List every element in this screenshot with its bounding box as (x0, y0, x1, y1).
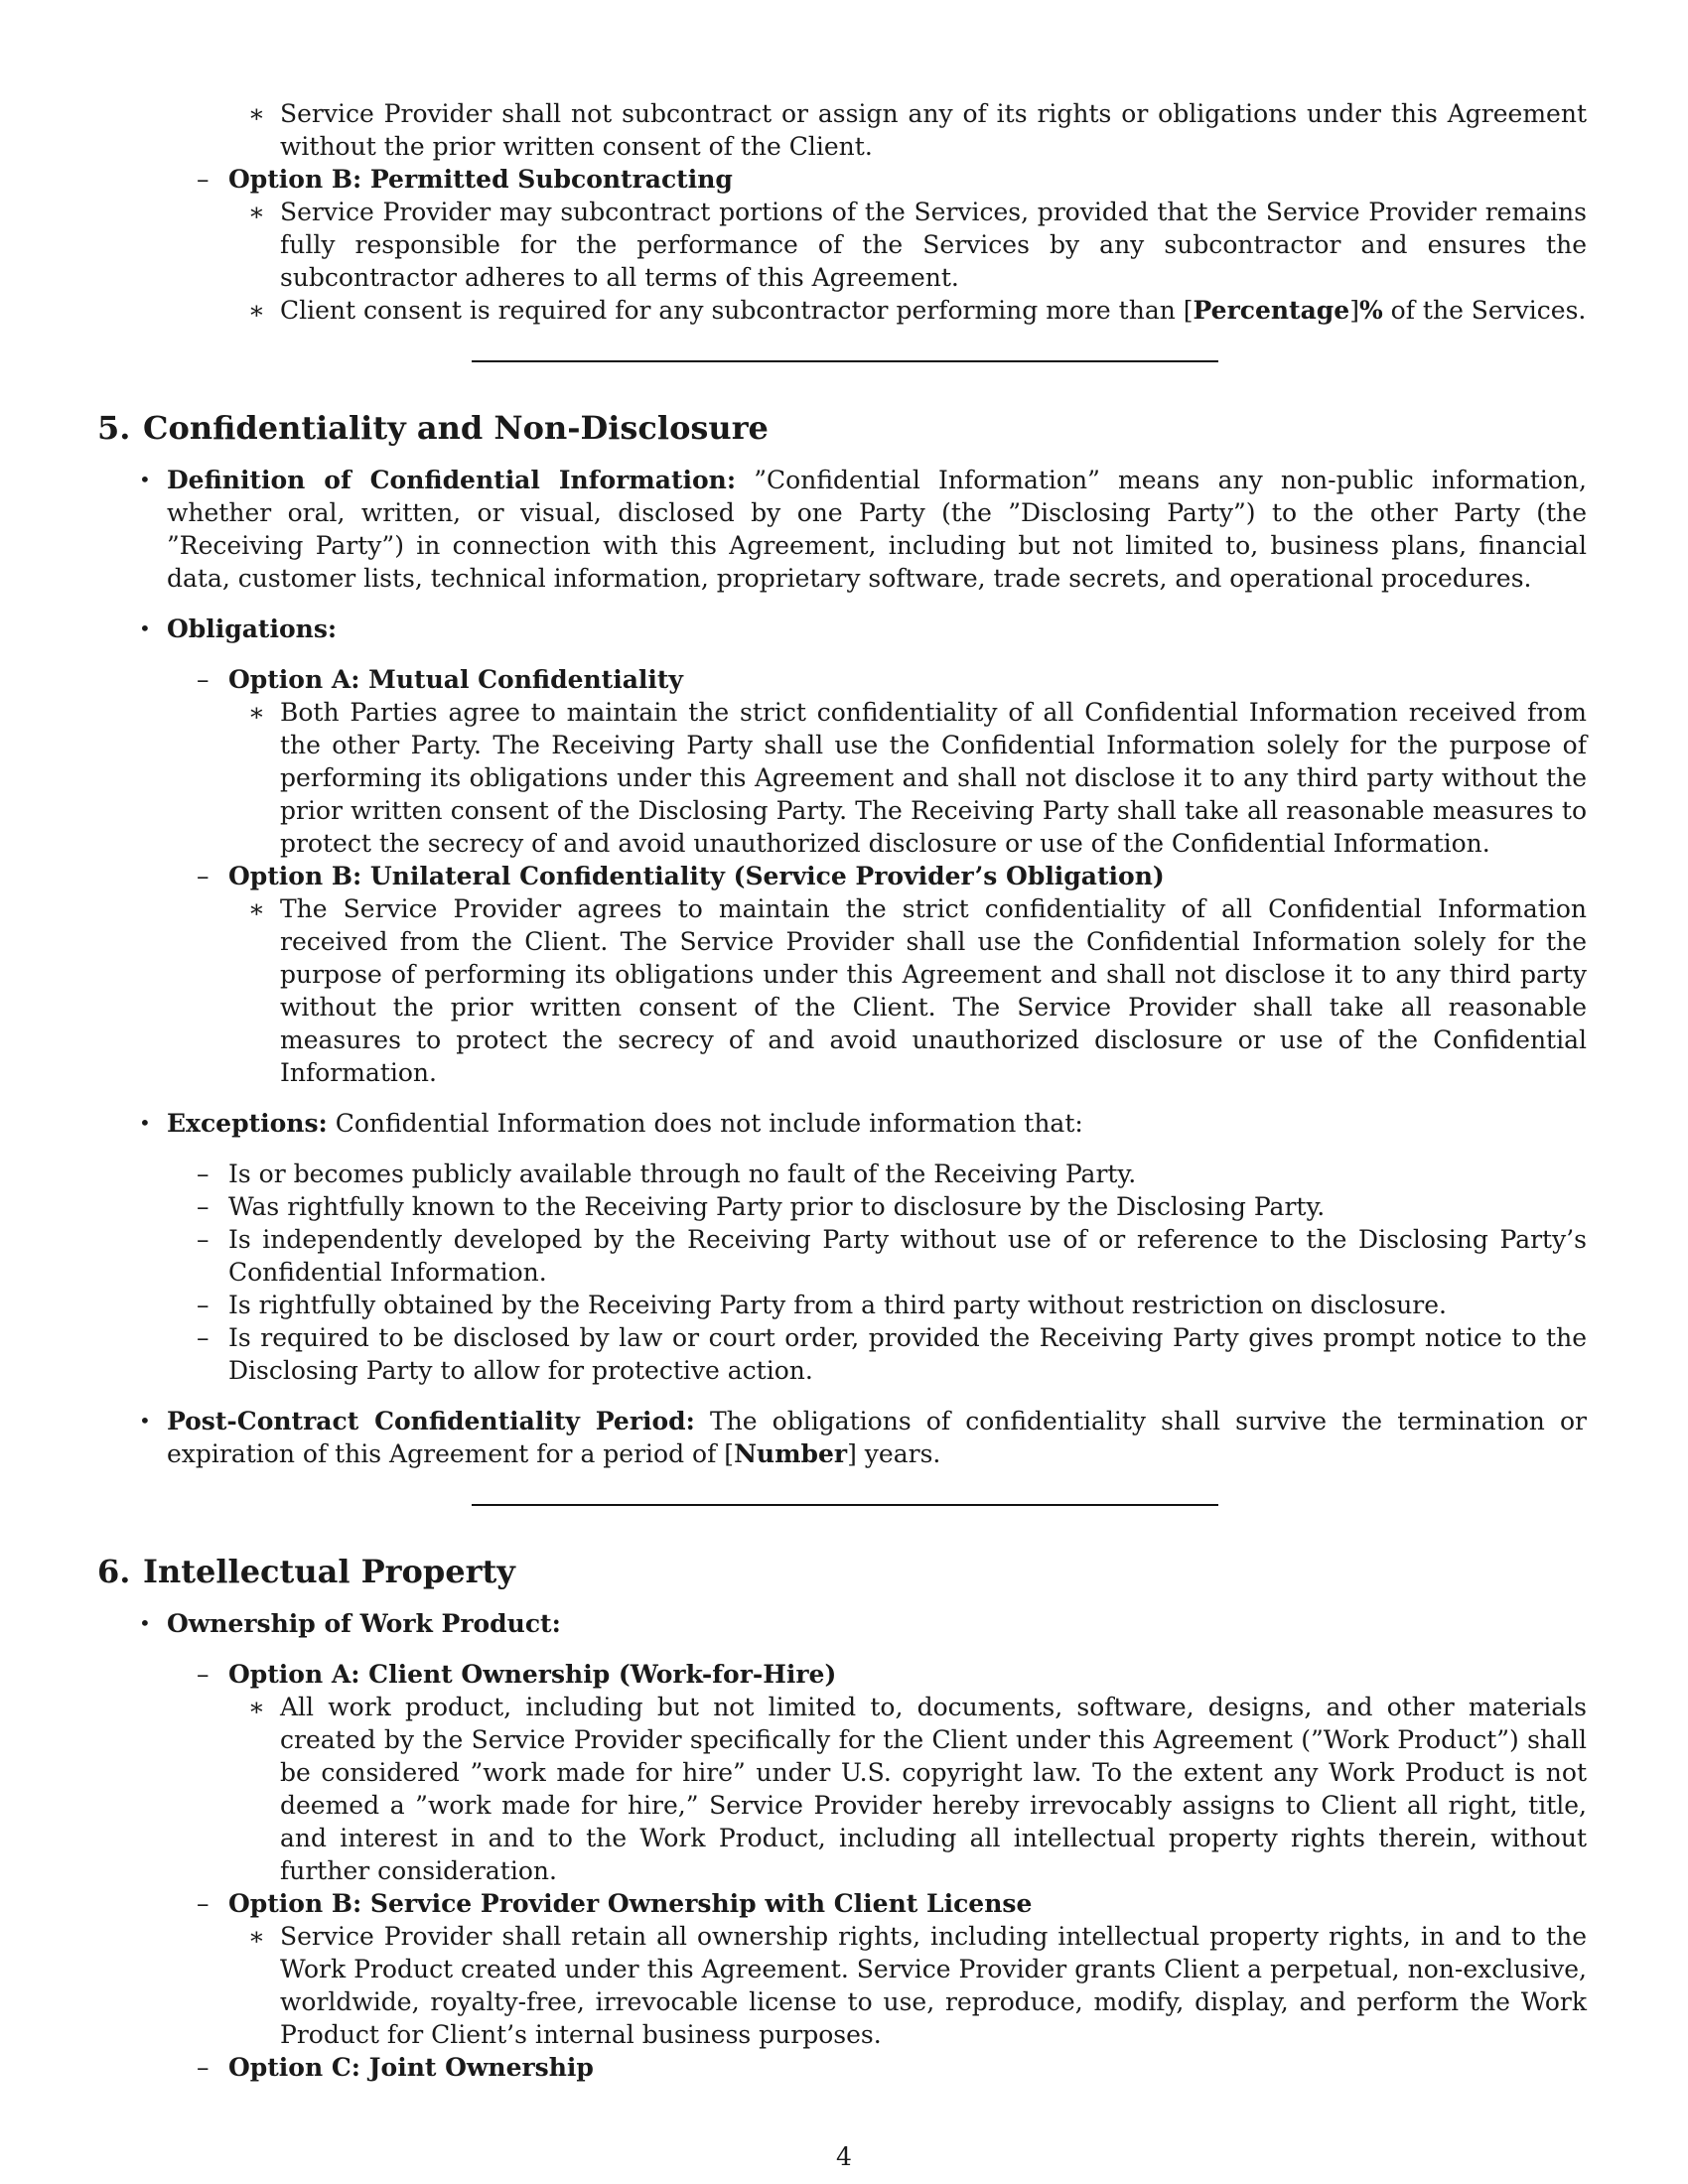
exception-text: Is independently developed by the Receiving Party without use of or reference to the Disclosing Party’s Confidential Information. (228, 1225, 1587, 1287)
list-item (97, 196, 1587, 294)
number-placeholder: Number (734, 1439, 848, 1468)
provider-ownership-text: Service Provider shall retain all ownership rights, including intellectual property rights, in and to the Work Product created under this Agreement. Service Provider grants Client a perpetual, non-exclusive, worldwide, royalty-free, irrevocable license to use, reproduce, modify, display, and perform the Work Product for Client’s internal business purposes. (280, 1922, 1587, 2049)
dash-bullet-icon: – (197, 165, 210, 194)
exceptions-label: Exceptions: (167, 1109, 328, 1138)
section-title: Confidentiality and Non-Disclosure (143, 409, 769, 447)
bullet-icon: • (139, 1111, 151, 1135)
dash-bullet-icon: – (197, 2053, 210, 2082)
list-item (97, 1190, 1587, 1223)
star-bullet-icon: ∗ (248, 1922, 265, 1951)
list-item (97, 613, 1587, 645)
client-ownership-text: All work product, including but not limited to, documents, software, designs, and other materials created by the Service Provider specifically for the Client under this Agreement (”Work Product”) shall be considered ”work made for hire” under U.S. copyright law. To the extent any Work Product is not deemed a ”work made for hire,” Service Provider hereby irrevocably assigns to Client all right, title, and interest in and to the Work Product, including all intellectual property rights therein, without further consideration. (280, 1693, 1587, 1885)
post-contract-text-pre: The obligations of confidentiality shall survive the termination or expiration of this Agreement for a period of [ (167, 1407, 1588, 1468)
list-item (97, 1289, 1587, 1321)
option-heading (97, 1887, 1587, 1920)
subcontract-prohibition-text: Service Provider shall not subcontract or assign any of its rights or obligations under this Agreement without the prior written consent of the Client. (280, 99, 1587, 161)
list-item (97, 1158, 1587, 1190)
consent-text-mid: ] (1349, 296, 1359, 325)
section-divider (472, 1504, 1218, 1506)
dash-bullet-icon: – (197, 862, 210, 890)
star-bullet-icon: ∗ (248, 296, 265, 325)
option-heading (97, 860, 1587, 892)
post-contract-label: Post-Contract Confidentiality Period: (167, 1407, 695, 1435)
bullet-icon: • (139, 1611, 151, 1635)
dash-bullet-icon: – (197, 1323, 210, 1352)
dash-bullet-icon: – (197, 1889, 210, 1918)
star-bullet-icon: ∗ (248, 894, 265, 923)
dash-bullet-icon: – (197, 1225, 210, 1254)
option-b-label: Option B: Service Provider Ownership with Client License (228, 1889, 1033, 1918)
exception-text: Was rightfully known to the Receiving Party prior to disclosure by the Disclosing Party. (228, 1192, 1326, 1221)
unilateral-confidentiality-text: The Service Provider agrees to maintain the strict confidentiality of all Confidential Information received from the Client. The Service Provider shall use the Confidential Information solely for the purpose of performing its obligations under this Agreement and shall not disclose it to any third party without the prior written consent of the Client. The Service Provider shall take all reasonable measures to protect the secrecy of and avoid unauthorized disclosure or use of the Confidential Information. (280, 894, 1587, 1087)
section-number: 5. (97, 409, 131, 447)
option-a-label: Option A: Mutual Confidentiality (228, 665, 683, 694)
obligations-label: Obligations: (167, 614, 338, 643)
post-contract-text-post: ] years. (847, 1439, 941, 1468)
list-item (97, 464, 1587, 595)
list-item (97, 294, 1587, 327)
list-item (97, 1691, 1587, 1887)
exceptions-intro: Confidential Information does not include information that: (327, 1109, 1083, 1138)
section-heading (97, 408, 1587, 448)
section-title: Intellectual Property (143, 1553, 515, 1590)
list-item (97, 97, 1587, 163)
star-bullet-icon: ∗ (248, 1693, 265, 1721)
bullet-icon: • (139, 468, 151, 491)
exception-text: Is or becomes publicly available through no fault of the Receiving Party. (228, 1160, 1137, 1188)
page-content (97, 97, 1587, 2084)
star-bullet-icon: ∗ (248, 198, 265, 226)
list-item (97, 1321, 1587, 1387)
option-b-label: Option B: Unilateral Confidentiality (Service Provider’s Obligation) (228, 862, 1165, 890)
option-heading (97, 163, 1587, 196)
ownership-label: Ownership of Work Product: (167, 1609, 561, 1638)
star-bullet-icon: ∗ (248, 698, 265, 727)
definition-label: Definition of Confidential Information: (167, 466, 737, 494)
list-item (97, 892, 1587, 1089)
page-number: 4 (836, 2142, 852, 2171)
bullet-icon: • (139, 616, 151, 640)
bullet-icon: • (139, 1409, 151, 1433)
option-c-label: Option C: Joint Ownership (228, 2053, 594, 2082)
list-item (97, 1405, 1587, 1470)
consent-text-pre: Client consent is required for any subcontractor performing more than [ (280, 296, 1194, 325)
definition-text: ”Confidential Information” means any non-public information, whether oral, written, or visual, disclosed by one Party (the ”Disclosing Party”) to the other Party (the ”Receiving Party”) in connection with this Agreement, including but not limited to, business plans, financial data, customer lists, technical information, proprietary software, trade secrets, and operational procedures. (167, 466, 1587, 593)
percent-sign: % (1358, 296, 1383, 325)
exception-text: Is required to be disclosed by law or court order, provided the Receiving Party gives prompt notice to the Disclosing Party to allow for protective action. (228, 1323, 1587, 1385)
star-bullet-icon: ∗ (248, 99, 265, 128)
dash-bullet-icon: – (197, 1160, 210, 1188)
list-item (97, 1107, 1587, 1140)
mutual-confidentiality-text: Both Parties agree to maintain the strict confidentiality of all Confidential Information received from the other Party. The Receiving Party shall use the Confidential Information solely for the purpose of performing its obligations under this Agreement and shall not disclose it to any third party without the prior written consent of the Disclosing Party. The Receiving Party shall take all reasonable measures to protect the secrecy of and avoid unauthorized disclosure or use of the Confidential Information. (280, 698, 1587, 858)
consent-text-post: of the Services. (1382, 296, 1587, 325)
section-number: 6. (97, 1553, 131, 1590)
exception-text: Is rightfully obtained by the Receiving Party from a third party without restriction on disclosure. (228, 1291, 1448, 1319)
section-divider (472, 360, 1218, 362)
option-heading (97, 663, 1587, 696)
list-item (97, 1607, 1587, 1640)
list-item (97, 1920, 1587, 2051)
dash-bullet-icon: – (197, 1291, 210, 1319)
list-item (97, 1223, 1587, 1289)
option-b-label: Option B: Permitted Subcontracting (228, 165, 733, 194)
section-heading (97, 1552, 1587, 1591)
percentage-placeholder: Percentage (1193, 296, 1350, 325)
dash-bullet-icon: – (197, 665, 210, 694)
list-item (97, 696, 1587, 860)
dash-bullet-icon: – (197, 1192, 210, 1221)
option-heading (97, 2051, 1587, 2084)
option-a-label: Option A: Client Ownership (Work-for-Hire) (228, 1660, 837, 1689)
dash-bullet-icon: – (197, 1660, 210, 1689)
option-heading (97, 1658, 1587, 1691)
permitted-subcontract-text: Service Provider may subcontract portions of the Services, provided that the Service Provider remains fully responsible for the performance of the Services by any subcontractor and ensures the subcontractor adheres to all terms of this Agreement. (280, 198, 1587, 292)
